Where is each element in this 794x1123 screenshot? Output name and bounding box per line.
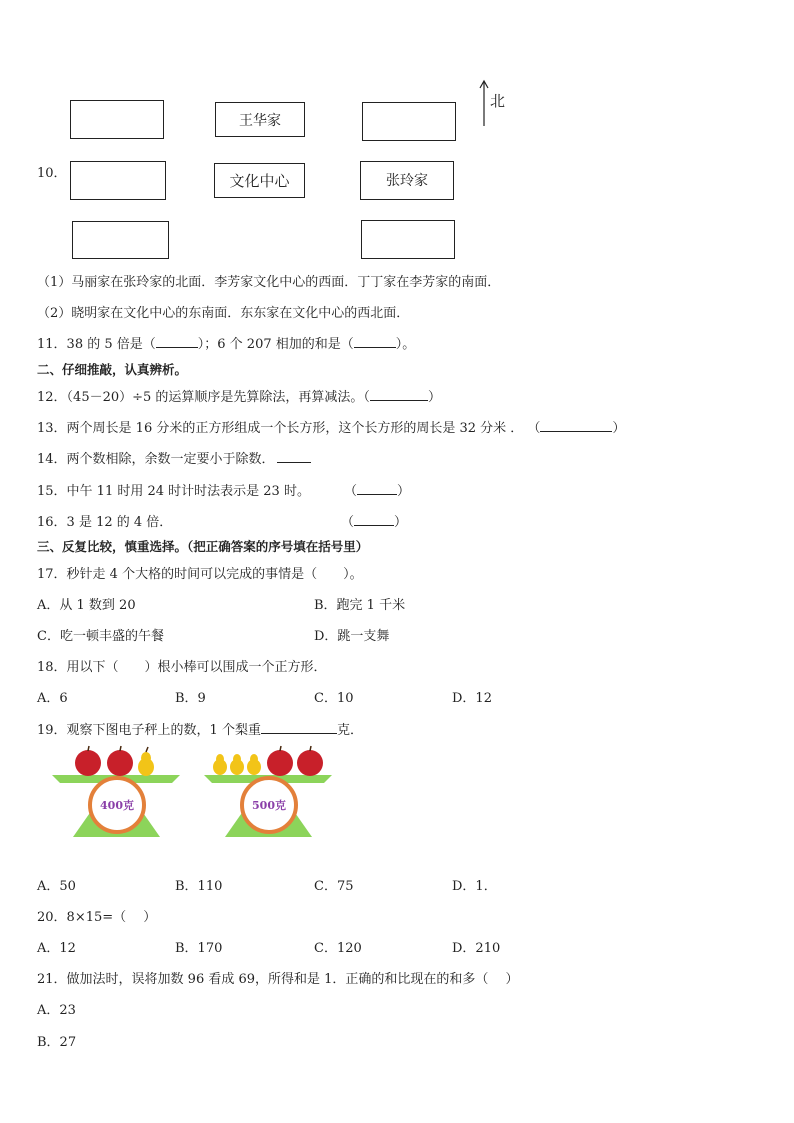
q18-option-a[interactable]: A．6 bbox=[37, 691, 68, 706]
section-2-heading: 二、仔细推敲，认真辨析。 bbox=[37, 362, 188, 377]
question-16-text: 16．3 是 12 的 4 倍． bbox=[37, 515, 173, 530]
scale-1-image bbox=[48, 745, 188, 857]
section-3-heading: 三、反复比较，慎重选择。（把正确答案的序号填在括号里） bbox=[37, 539, 369, 554]
q21-option-b[interactable]: B．27 bbox=[37, 1035, 77, 1050]
scale-2-reading: 500克 bbox=[252, 799, 286, 812]
q19-option-b[interactable]: B．110 bbox=[175, 879, 223, 894]
q15-answer-blank[interactable] bbox=[357, 494, 397, 495]
q10-number: 10． bbox=[37, 166, 67, 181]
q19-end: 克． bbox=[336, 723, 363, 738]
q19-option-c[interactable]: C．75 bbox=[314, 879, 354, 894]
q15-end: ） bbox=[397, 484, 411, 499]
map-box-bottom-right[interactable] bbox=[361, 220, 455, 259]
q20-option-a[interactable]: A．12 bbox=[37, 941, 76, 956]
question-17: 17．秒针走 4 个大格的时间可以完成的事情是（ ）。 bbox=[37, 567, 363, 582]
q15-open: （ bbox=[344, 484, 358, 499]
q10-clue-1: （1）马丽家在张玲家的北面．李芳家文化中心的西面．丁丁家在李芳家的南面． bbox=[37, 275, 501, 290]
q17-option-d[interactable]: D．跳一支舞 bbox=[314, 629, 390, 644]
q11-part1: 11．38 的 5 倍是（ bbox=[37, 337, 156, 352]
q14-text: 14．两个数相除，余数一定要小于除数． bbox=[37, 452, 275, 467]
scale-2-image bbox=[200, 745, 340, 857]
q20-option-d[interactable]: D．210 bbox=[452, 941, 501, 956]
north-arrow-icon bbox=[478, 78, 490, 128]
q19-answer-blank[interactable] bbox=[261, 733, 337, 734]
north-label: 北 bbox=[490, 92, 506, 110]
q18-option-b[interactable]: B．9 bbox=[175, 691, 206, 706]
q16-end: ） bbox=[394, 515, 408, 530]
question-20: 20．8×15=（ ） bbox=[37, 910, 157, 925]
q12-answer-blank[interactable] bbox=[370, 400, 428, 401]
q19-option-a[interactable]: A．50 bbox=[37, 879, 76, 894]
q20-option-b[interactable]: B．170 bbox=[175, 941, 223, 956]
q17-option-a[interactable]: A．从 1 数到 20 bbox=[37, 598, 136, 613]
q16-open: （ bbox=[341, 515, 355, 530]
q11-part3: ）。 bbox=[395, 337, 416, 352]
q16-answer-blank[interactable] bbox=[354, 525, 394, 526]
q11-part2: ）；6 个 207 相加的和是（ bbox=[197, 337, 354, 352]
q11-answer-blank-1[interactable] bbox=[156, 347, 198, 348]
q13-text: 13．两个周长是 16 分米的正方形组成一个长方形，这个长方形的周长是 32 分米 ． （ bbox=[37, 421, 541, 436]
question-14 bbox=[37, 448, 311, 467]
question-12 bbox=[37, 386, 441, 405]
question-13 bbox=[37, 417, 625, 436]
q19-text: 19．观察下图电子秤上的数，1 个梨重 bbox=[37, 723, 261, 738]
q10-clue-2: （2）晓明家在文化中心的东南面．东东家在文化中心的西北面． bbox=[37, 306, 410, 321]
q12-end: ） bbox=[427, 390, 441, 405]
q11-answer-blank-2[interactable] bbox=[354, 347, 396, 348]
question-18: 18．用以下（ ）根小棒可以围成一个正方形． bbox=[37, 660, 327, 675]
q17-option-b[interactable]: B．跑完 1 千米 bbox=[314, 598, 406, 613]
map-box-top-left[interactable] bbox=[70, 100, 164, 139]
q21-option-a[interactable]: A．23 bbox=[37, 1003, 76, 1018]
scale-1-reading: 400克 bbox=[100, 799, 134, 812]
q18-option-c[interactable]: C．10 bbox=[314, 691, 354, 706]
map-box-top-right[interactable] bbox=[362, 102, 456, 141]
map-box-zhangling-home: 张玲家 bbox=[360, 161, 454, 200]
q14-answer-blank[interactable] bbox=[277, 462, 311, 463]
map-box-wanghua-home: 王华家 bbox=[215, 102, 305, 137]
question-21: 21．做加法时，误将加数 96 看成 69，所得和是 1．正确的和比现在的和多（ ） bbox=[37, 972, 519, 987]
question-11 bbox=[37, 333, 415, 352]
q13-answer-blank[interactable] bbox=[540, 431, 612, 432]
q19-option-d[interactable]: D．1． bbox=[452, 879, 497, 894]
question-15-answer bbox=[344, 480, 410, 499]
q12-text: 12．（45－20）÷5 的运算顺序是先算除法，再算减法。（ bbox=[37, 390, 370, 405]
q18-option-d[interactable]: D．12 bbox=[452, 691, 492, 706]
question-19 bbox=[37, 719, 363, 738]
question-15-text: 15．中午 11 时用 24 时计时法表示是 23 时。 bbox=[37, 484, 310, 499]
map-box-bottom-left[interactable] bbox=[72, 221, 169, 259]
question-16-answer bbox=[341, 511, 407, 530]
q13-end: ） bbox=[612, 421, 626, 436]
q17-option-c[interactable]: C．吃一顿丰盛的午餐 bbox=[37, 629, 164, 644]
map-box-culture-center: 文化中心 bbox=[214, 163, 305, 198]
map-box-mid-left[interactable] bbox=[70, 161, 166, 200]
q20-option-c[interactable]: C．120 bbox=[314, 941, 362, 956]
